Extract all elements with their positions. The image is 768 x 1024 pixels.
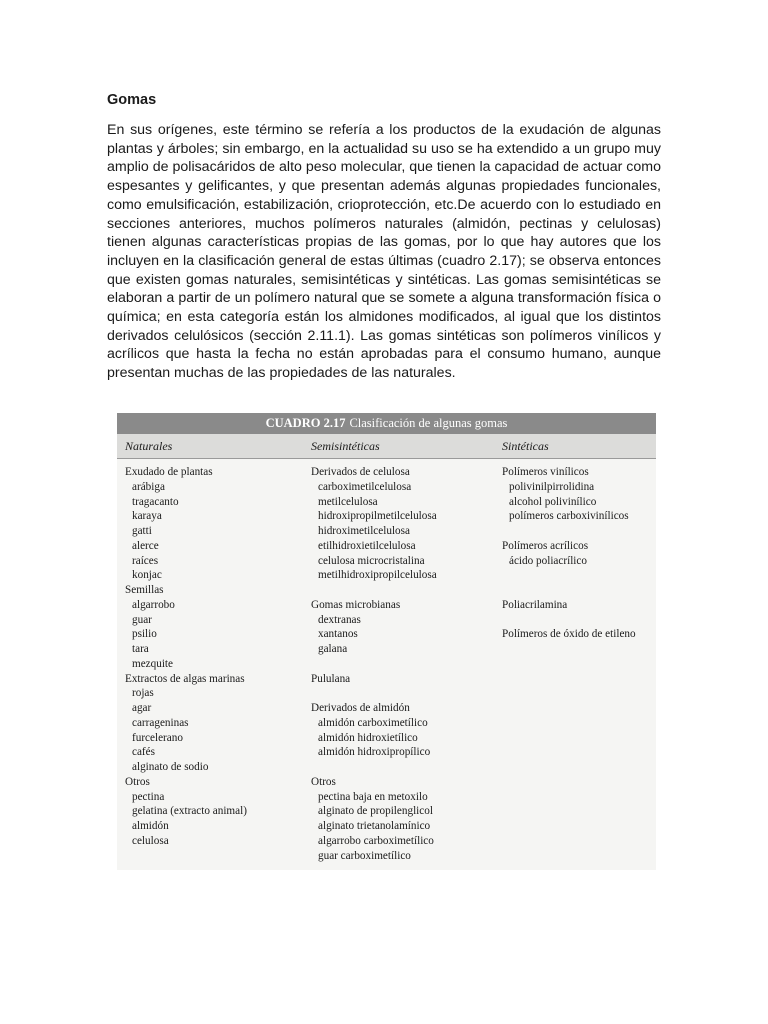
- list-item: karaya: [132, 510, 162, 523]
- header-sinteticas: Sintéticas: [502, 439, 549, 453]
- section-title: Gomas: [107, 92, 157, 108]
- list-item: polivinilpirrolidina: [509, 480, 595, 493]
- list-item: gelatina (extracto animal): [132, 805, 247, 818]
- spacer: [502, 583, 636, 598]
- list-item: konjac: [132, 569, 162, 582]
- category-label: Poliacrilamina: [502, 598, 568, 611]
- table-label: CUADRO 2.17: [265, 416, 346, 430]
- list-item: hidroximetilcelulosa: [318, 525, 410, 537]
- list-item: carrageninas: [132, 716, 189, 729]
- category-label: Gomas microbianas: [311, 598, 401, 611]
- spacer: [311, 583, 437, 598]
- category-label: Pululana: [311, 672, 351, 685]
- category-label: Otros: [125, 775, 150, 788]
- list-item: guar carboximetílico: [318, 849, 411, 862]
- spacer: [311, 760, 437, 775]
- list-item: metilhidroxipropilcelulosa: [318, 569, 437, 582]
- list-item: etilhidroxietilcelulosa: [318, 539, 416, 552]
- list-item: almidón carboximetílico: [318, 716, 428, 729]
- spacer: [502, 524, 636, 539]
- list-item: celulosa microcristalina: [318, 554, 425, 567]
- list-item: polímeros carboxivinílicos: [509, 510, 629, 523]
- table-caption: Clasificación de algunas gomas: [349, 416, 508, 430]
- category-label: Polímeros vinílicos: [502, 466, 589, 478]
- gums-classification-table: [117, 413, 656, 870]
- list-item: hidroxipropilmetilcelulosa: [318, 510, 437, 523]
- list-item: almidón hidroxipropílico: [318, 746, 431, 759]
- header-naturales: Naturales: [125, 439, 173, 453]
- table-header-row: [117, 434, 656, 459]
- column-naturales: [125, 465, 247, 849]
- list-item: tragacanto: [132, 495, 179, 508]
- category-label: Semillas: [125, 584, 164, 596]
- spacer: [502, 568, 636, 583]
- category-label: Extractos de algas marinas: [125, 672, 245, 685]
- spacer: [502, 613, 636, 628]
- list-item: pectina: [132, 790, 165, 803]
- list-item: metilcelulosa: [318, 495, 378, 508]
- list-item: algarrobo carboximetílico: [318, 834, 434, 847]
- category-label: Polímeros acrílicos: [502, 539, 589, 552]
- column-semisinteticas: [311, 465, 437, 863]
- list-item: tara: [132, 643, 149, 655]
- category-label: Derivados de celulosa: [311, 466, 410, 478]
- list-item: pectina baja en metoxilo: [318, 790, 428, 803]
- list-item: alcohol polivinílico: [509, 495, 597, 508]
- list-item: mezquite: [132, 657, 174, 670]
- list-item: cafés: [132, 746, 155, 759]
- list-item: ácido poliacrílico: [509, 554, 587, 567]
- list-item: rojas: [132, 687, 154, 700]
- category-label: Derivados de almidón: [311, 702, 410, 714]
- spacer: [311, 657, 437, 672]
- column-sinteticas: [502, 465, 636, 642]
- list-item: gatti: [132, 525, 152, 537]
- table-title-bar: [117, 413, 656, 434]
- body-paragraph: En sus orígenes, este término se refería a los productos de la exudación de algunas plantas y árboles; sin embargo, en la actualidad su uso se ha extendido a un grupo muy amplio de polisacáridos de alto peso molecular, que tienen la capacidad de actuar como espesantes y gelificantes, y que presentan además algunas propiedades funcionales, como emulsificación, estabilización, crioprotección, etc.De acuerdo con lo estudiado en secciones anteriores, muchos polímeros naturales (almidón, pectinas y celulosas) tienen algunas características propias de las gomas, por lo que hay autores que los incluyen en la clasificación general de estas últimas (cuadro 2.17); se observa entonces que existen gomas naturales, semisintéticas y sintéticas. Las gomas semisintéticas se elaboran a partir de un polímero natural que se somete a alguna transformación física o química; en esta categoría están los almidones modificados, al igual que los distintos derivados celulósicos (sección 2.11.1). Las gomas sintéticas son polímeros vinílicos y acrílicos que hasta la fecha no están aprobadas para el consumo humano, aunque presentan muchas de las propiedades de las naturales.: [107, 122, 661, 382]
- header-semisinteticas: Semisintéticas: [311, 439, 380, 453]
- list-item: almidón hidroxietílico: [318, 731, 418, 744]
- list-item: arábiga: [132, 480, 165, 493]
- list-item: guar: [132, 613, 152, 626]
- list-item: raíces: [132, 554, 159, 567]
- list-item: dextranas: [318, 613, 361, 626]
- list-item: agar: [132, 702, 152, 714]
- list-item: alginato de propilenglicol: [318, 805, 433, 818]
- list-item: furcelerano: [132, 731, 183, 744]
- list-item: algarrobo: [132, 598, 175, 611]
- list-item: carboximetilcelulosa: [318, 480, 412, 493]
- list-item: celulosa: [132, 834, 169, 847]
- list-item: psilio: [132, 628, 157, 641]
- category-label: Otros: [311, 775, 336, 788]
- list-item: alginato de sodio: [132, 761, 209, 773]
- spacer: [311, 686, 437, 701]
- list-item: almidón: [132, 820, 169, 832]
- category-label: Exudado de plantas: [125, 466, 213, 478]
- category-label: Polímeros de óxido de etileno: [502, 628, 636, 641]
- list-item: alerce: [132, 539, 159, 552]
- list-item: galana: [318, 643, 348, 655]
- list-item: alginato trietanolamínico: [318, 820, 431, 832]
- list-item: xantanos: [318, 628, 358, 641]
